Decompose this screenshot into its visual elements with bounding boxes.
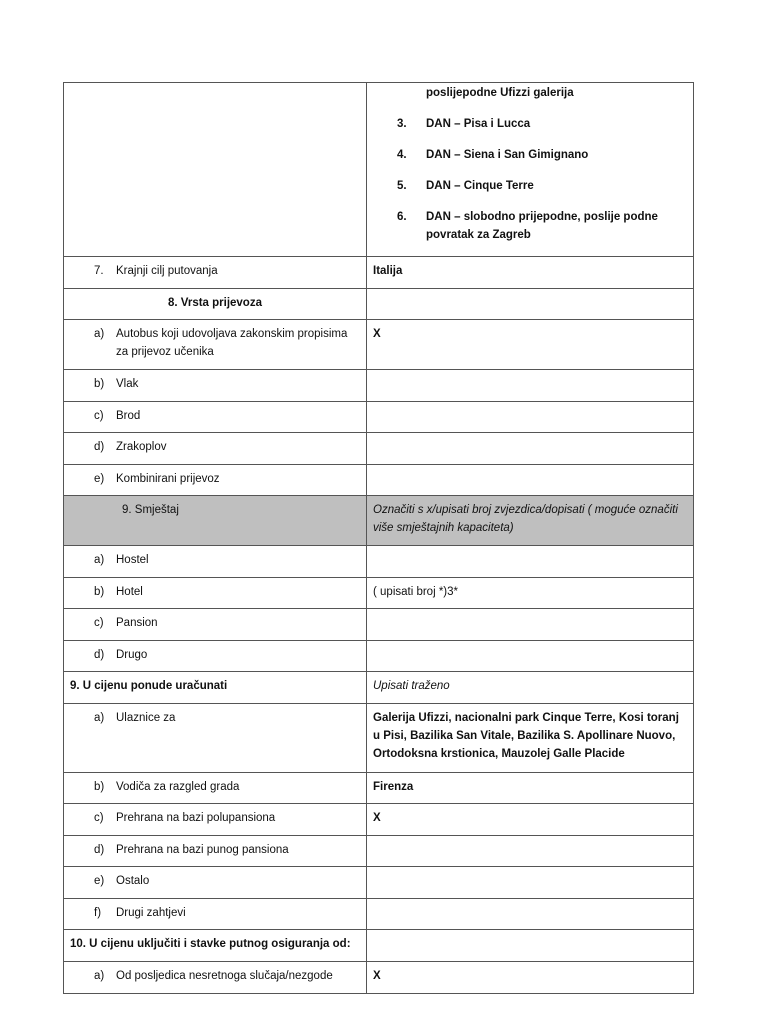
item-letter: a) bbox=[94, 712, 105, 724]
item-value bbox=[367, 609, 694, 641]
table-row bbox=[64, 433, 694, 465]
transport-header-row bbox=[64, 289, 694, 320]
item-value bbox=[367, 641, 694, 672]
day-number: 3. bbox=[397, 118, 407, 130]
item-value: X bbox=[367, 962, 694, 994]
item-value bbox=[367, 546, 694, 578]
table-row bbox=[64, 704, 694, 773]
table-row bbox=[64, 641, 694, 672]
item-letter: d) bbox=[94, 844, 105, 856]
item-label: Ulaznice za bbox=[116, 712, 176, 724]
item-letter: c) bbox=[94, 617, 104, 629]
accommodation-instruction: Označiti s x/upisati broj zvjezdica/dopisati ( moguće označiti više smještajnih kapaciteta) bbox=[367, 496, 694, 546]
table-row bbox=[64, 370, 694, 402]
item-label: Drugo bbox=[116, 649, 148, 661]
destination-number: 7. bbox=[94, 265, 104, 277]
day-number: 6. bbox=[397, 211, 407, 223]
table-row bbox=[64, 320, 694, 370]
item-letter: b) bbox=[94, 378, 105, 390]
destination-value: Italija bbox=[367, 257, 694, 289]
insurance-header-row bbox=[64, 930, 694, 962]
day-number: 4. bbox=[397, 149, 407, 161]
table-row bbox=[64, 836, 694, 867]
itinerary-day bbox=[397, 146, 687, 164]
table-row bbox=[64, 804, 694, 836]
insurance-title: 10. U cijenu uključiti i stavke putnog osiguranja od: bbox=[64, 930, 367, 962]
item-value: X bbox=[367, 804, 694, 836]
item-label: Autobus koji udovoljava zakonskim propisima za prijevoz učenika bbox=[116, 328, 348, 358]
item-letter: b) bbox=[94, 781, 105, 793]
item-letter: a) bbox=[94, 554, 105, 566]
item-value bbox=[367, 370, 694, 402]
item-value: X bbox=[367, 320, 694, 370]
item-label: Vodiča za razgled grada bbox=[116, 781, 240, 793]
item-letter: a) bbox=[94, 328, 105, 340]
item-value bbox=[367, 867, 694, 899]
table-row bbox=[64, 962, 694, 994]
item-letter: d) bbox=[94, 441, 105, 453]
item-letter: c) bbox=[94, 812, 104, 824]
transport-title: 8. Vrsta prijevoza bbox=[64, 289, 367, 320]
item-label: Ostalo bbox=[116, 875, 150, 887]
itinerary-continuation: poslijepodne Ufizzi galerija bbox=[426, 87, 574, 99]
accommodation-header-row bbox=[64, 496, 694, 546]
item-letter: b) bbox=[94, 586, 105, 598]
day-text: DAN – Siena i San Gimignano bbox=[426, 149, 589, 161]
item-value: Firenza bbox=[367, 773, 694, 804]
table-row bbox=[64, 773, 694, 804]
itinerary-day bbox=[397, 177, 687, 195]
table-row bbox=[64, 402, 694, 433]
table-row bbox=[64, 546, 694, 578]
included-title: 9. U cijenu ponude uračunati bbox=[64, 672, 367, 704]
form-table bbox=[63, 82, 694, 994]
day-text: DAN – slobodno prijepodne, poslije podne povratak za Zagreb bbox=[426, 211, 658, 241]
destination-label: Krajnji cilj putovanja bbox=[116, 265, 218, 277]
item-letter: d) bbox=[94, 649, 105, 661]
item-label: Hotel bbox=[116, 586, 143, 598]
day-text: DAN – Pisa i Lucca bbox=[426, 118, 531, 130]
item-label: Vlak bbox=[116, 378, 139, 390]
item-label: Prehrana na bazi punog pansiona bbox=[116, 844, 289, 856]
item-label: Hostel bbox=[116, 554, 149, 566]
item-letter: f) bbox=[94, 907, 102, 919]
item-letter: e) bbox=[94, 875, 105, 887]
table-row bbox=[64, 899, 694, 930]
itinerary-day bbox=[397, 115, 687, 133]
item-label: Zrakoplov bbox=[116, 441, 167, 453]
itinerary-day bbox=[397, 208, 687, 244]
destination-row bbox=[64, 257, 694, 289]
table-row bbox=[64, 867, 694, 899]
item-letter: e) bbox=[94, 473, 105, 485]
item-value bbox=[367, 465, 694, 496]
day-text: DAN – Cinque Terre bbox=[426, 180, 534, 192]
itinerary-row bbox=[64, 83, 694, 257]
item-label: Prehrana na bazi polupansiona bbox=[116, 812, 276, 824]
item-label: Drugi zahtjevi bbox=[116, 907, 186, 919]
table-row bbox=[64, 609, 694, 641]
itinerary-label-cell bbox=[64, 83, 367, 257]
item-value: Galerija Ufizzi, nacionalni park Cinque Terre, Kosi toranj u Pisi, Bazilika San Vitale, Bazilika S. Apollinare Nuovo, Ortodoksna krstionica, Mauzolej Galle Placide bbox=[367, 704, 694, 773]
item-value bbox=[367, 402, 694, 433]
item-label: Pansion bbox=[116, 617, 158, 629]
item-value bbox=[367, 433, 694, 465]
item-value bbox=[367, 836, 694, 867]
accommodation-title: 9. Smještaj bbox=[122, 504, 179, 516]
table-row bbox=[64, 578, 694, 609]
itinerary-cell bbox=[367, 83, 694, 257]
included-instruction: Upisati traženo bbox=[367, 672, 694, 704]
item-label: Kombinirani prijevoz bbox=[116, 473, 220, 485]
item-value: ( upisati broj *)3* bbox=[367, 578, 694, 609]
item-letter: c) bbox=[94, 410, 104, 422]
item-letter: a) bbox=[94, 970, 105, 982]
day-number: 5. bbox=[397, 180, 407, 192]
item-value bbox=[367, 899, 694, 930]
table-row bbox=[64, 465, 694, 496]
item-label: Brod bbox=[116, 410, 141, 422]
included-header-row bbox=[64, 672, 694, 704]
item-label: Od posljedica nesretnoga slučaja/nezgode bbox=[116, 970, 333, 982]
